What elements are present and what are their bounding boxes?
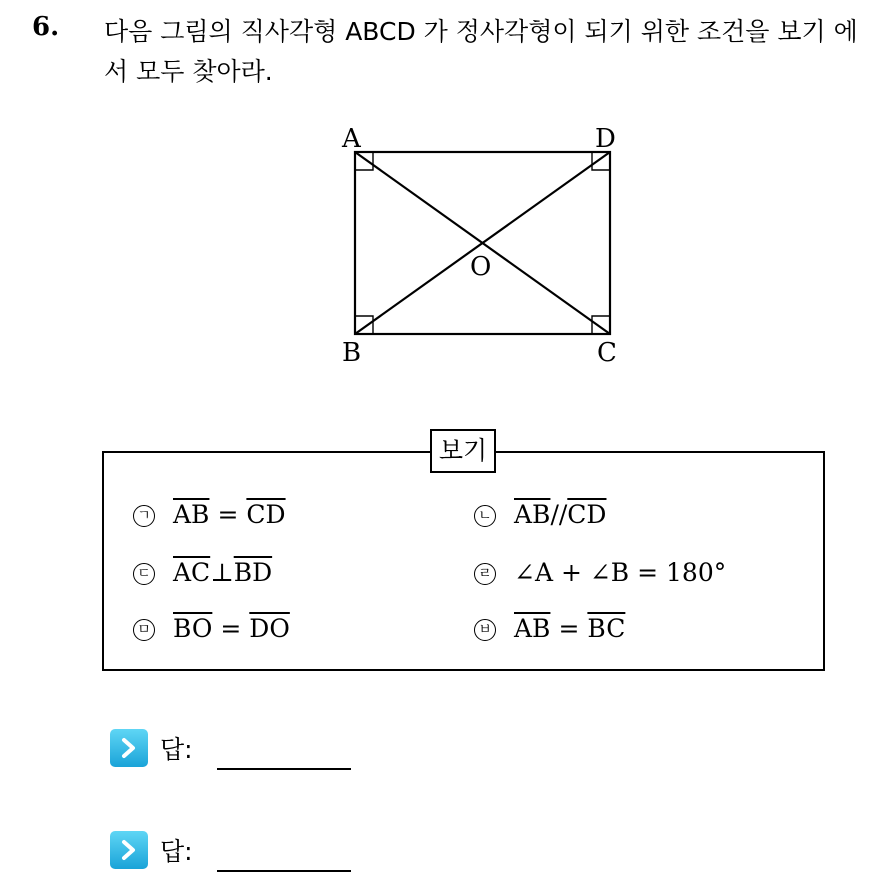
option-rieul — [474, 558, 726, 587]
segment-ac: $\overline{AC}$ — [173, 558, 211, 587]
segment-do: $\overline{DO}$ — [249, 614, 290, 643]
question-number: 6. — [32, 12, 60, 42]
label-d: D — [595, 124, 616, 154]
segment-ab: $\overline{AB}$ — [514, 500, 551, 529]
rectangle-diagram — [320, 115, 640, 375]
label-b: B — [342, 338, 362, 368]
rectangle-figure — [320, 115, 640, 375]
option-giyeok — [133, 500, 286, 529]
angle-sum-expression: ∠A + ∠B = 180° — [514, 558, 727, 587]
bogi-title: 보기 — [430, 429, 496, 473]
parallel-sign: // — [550, 500, 568, 529]
segment-cd: $\overline{CD}$ — [567, 500, 607, 529]
segment-ab: $\overline{AB}$ — [173, 500, 210, 529]
answer-blank[interactable] — [217, 744, 351, 770]
option-mieum — [133, 614, 290, 643]
option-marker: ㅂ — [474, 619, 496, 641]
option-marker: ㄴ — [474, 505, 496, 527]
label-o: O — [470, 252, 492, 282]
chevron-right-icon — [110, 729, 148, 767]
option-bieup — [474, 614, 625, 643]
option-marker: ㄱ — [133, 505, 155, 527]
perpendicular-sign: ⊥ — [210, 558, 234, 587]
answer-label: 답: — [160, 735, 193, 764]
segment-bo: $\overline{BO}$ — [173, 614, 213, 643]
label-a: A — [342, 124, 361, 154]
segment-bd: $\overline{BD}$ — [233, 558, 273, 587]
option-digeut — [133, 558, 272, 587]
option-nieun — [474, 500, 606, 529]
answer-row — [110, 828, 351, 872]
question-text: 다음 그림의 직사각형 ABCD 가 정사각형이 되기 위한 조건을 보기 에서 모두 찾아라. — [104, 17, 858, 86]
chevron-right-icon — [110, 831, 148, 869]
equals-sign: = — [558, 614, 580, 643]
answer-label: 답: — [160, 837, 193, 866]
label-c: C — [597, 338, 617, 368]
segment-bc: $\overline{BC}$ — [587, 614, 626, 643]
option-marker: ㄷ — [133, 563, 155, 585]
answer-row — [110, 726, 351, 770]
equals-sign: = — [220, 614, 242, 643]
answer-blank[interactable] — [217, 846, 351, 872]
option-marker: ㄹ — [474, 563, 496, 585]
segment-ab: $\overline{AB}$ — [514, 614, 551, 643]
segment-cd: $\overline{CD}$ — [246, 500, 286, 529]
equals-sign: = — [217, 500, 239, 529]
option-marker: ㅁ — [133, 619, 155, 641]
